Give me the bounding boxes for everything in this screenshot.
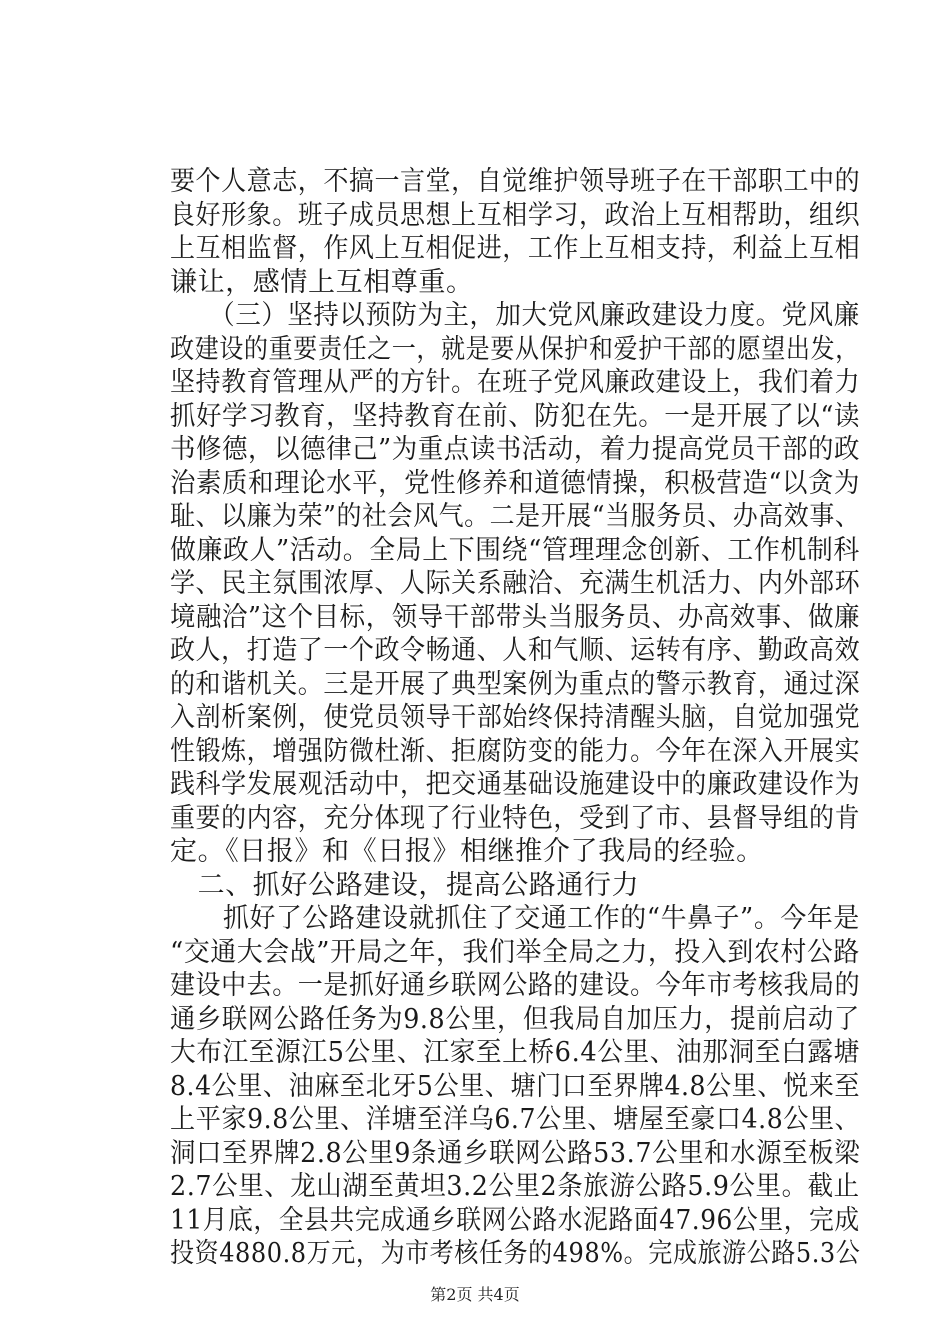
text-line: 要个人意志，不搞一言堂，自觉维护领导班子在干部职工中的: [170, 166, 861, 197]
text-line: 抓好了公路建设就抓住了交通工作的“牛鼻子”。今年是: [170, 903, 860, 934]
text-line: 治素质和理论水平，党性修养和道德情操，积极营造“以贪为: [170, 467, 861, 499]
text-line: 重要的内容，充分体现了行业特色，受到了市、县督导组的肯: [170, 802, 861, 834]
text-line: 建设中去。一是抓好通乡联网公路的建设。今年市考核我局的: [170, 970, 861, 1001]
text-line: 政人，打造了一个政令畅通、人和气顺、运转有序、勤政高效: [170, 635, 861, 666]
text-line: 书修德，以德律己”为重点读书活动，着力提高党员干部的政: [170, 434, 861, 465]
text-line: 通乡联网公路任务为9.8公里，但我局自加压力，提前启动了: [170, 1003, 860, 1035]
text-line: 2.7公里、龙山湖至黄坦3.2公里2条旅游公路5.9公里。截止: [170, 1171, 860, 1202]
text-line: 耻、以廉为荣”的社会风气。二是开展“当服务员、办高效事、: [170, 501, 861, 532]
text-line: 大布江至源江5公里、江家至上桥6.4公里、油那洞至白露塘: [170, 1037, 860, 1068]
text-line: 的和谐机关。三是开展了典型案例为重点的警示教育，通过深: [170, 668, 861, 700]
text-line: 抓好学习教育，坚持教育在前、防犯在先。一是开展了以“读: [170, 400, 861, 432]
text-line: 践科学发展观活动中，把交通基础设施建设中的廉政建设作为: [170, 769, 861, 800]
text-line: 谦让，感情上互相尊重。: [170, 266, 474, 298]
text-line: 上平家9.8公里、洋塘至洋乌6.7公里、塘屋至豪口4.8公里、: [170, 1104, 861, 1135]
body-text: [170, 165, 861, 1271]
text-line: 境融洽”这个目标，领导干部带头当服务员、办高效事、做廉: [170, 601, 861, 633]
text-line: 11月底，全县共完成通乡联网公路水泥路面47.96公里，完成: [170, 1204, 860, 1236]
text-line: 良好形象。班子成员思想上互相学习，政治上互相帮助，组织: [170, 199, 861, 231]
text-line: 入剖析案例，使党员领导干部始终保持清醒头脑，自觉加强党: [170, 702, 861, 733]
text-line: 性锻炼，增强防微杜渐、拒腐防变的能力。今年在深入开展实: [170, 735, 861, 767]
page-number: 第2页 共4页: [430, 1285, 520, 1304]
text-line: 8.4公里、油麻至北牙5公里、塘门口至界牌4.8公里、悦来至: [170, 1070, 861, 1102]
text-line: 学、民主氛围浓厚、人际关系融洽、充满生机活力、内外部环: [170, 568, 861, 599]
text-line: （三）坚持以预防为主，加大党风廉政建设力度。党风廉: [170, 300, 860, 331]
text-line: 投资4880.8万元，为市考核任务的498%。完成旅游公路5.3公: [170, 1238, 861, 1269]
text-line: 二、抓好公路建设，提高公路通行力: [170, 869, 640, 901]
text-line: 政建设的重要责任之一，就是要从保护和爱护干部的愿望出发，: [170, 333, 860, 365]
text-line: 上互相监督，作风上互相促进，工作上互相支持，利益上互相: [170, 233, 861, 264]
text-line: 洞口至界牌2.8公里9条通乡联网公路53.7公里和水源至板梁: [170, 1137, 861, 1169]
text-line: “交通大会战”开局之年，我们举全局之力，投入到农村公路: [170, 936, 860, 968]
text-line: 坚持教育管理从严的方针。在班子党风廉政建设上，我们着力: [170, 367, 861, 398]
text-line: 定。《日报》和《日报》相继推介了我局的经验。: [170, 836, 764, 867]
text-line: 做廉政人”活动。全局上下围绕“管理理念创新、工作机制科: [170, 534, 860, 566]
